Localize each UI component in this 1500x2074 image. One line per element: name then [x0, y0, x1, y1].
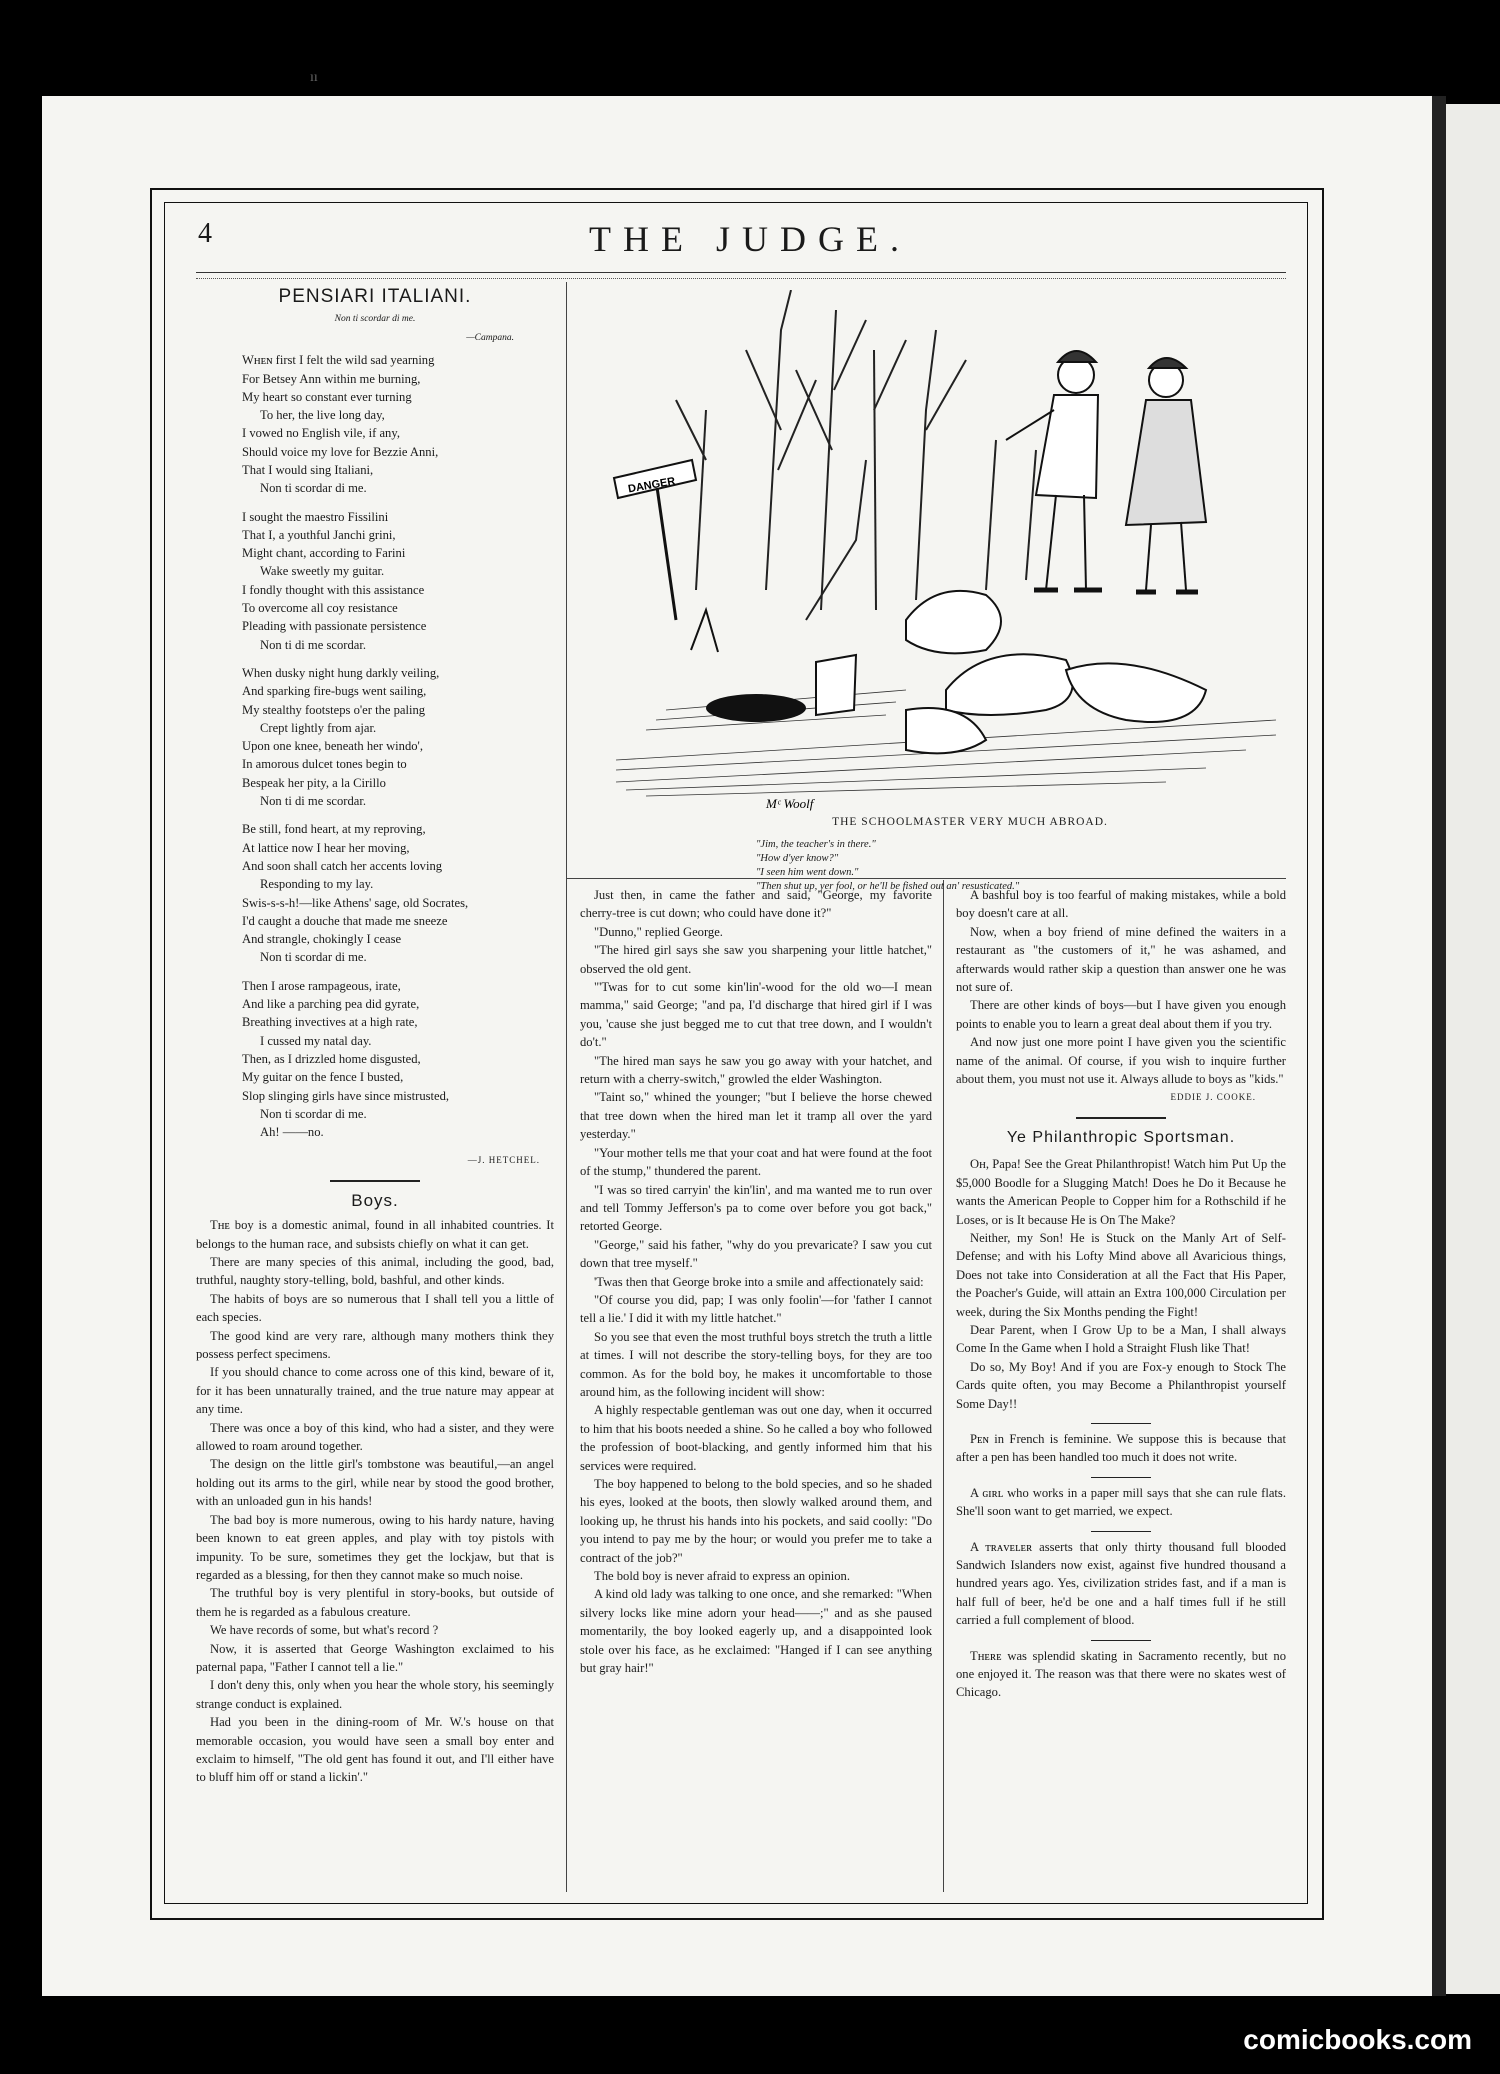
poem-line: Breathing invectives at a high rate, — [242, 1015, 418, 1030]
masthead-dotted-rule — [196, 278, 1286, 279]
poem-stanza — [242, 351, 554, 497]
poem-line: I fondly thought with this assistance — [242, 582, 425, 597]
poem-line: Wake sweetly my guitar. — [260, 564, 385, 579]
paragraph: "I was so tired carryin' the kin'lin', and ma wanted me to run over and tell Tommy Jefferson's pa to come over before you got back," retorted George. — [580, 1182, 932, 1234]
poem-line: My guitar on the fence I busted, — [242, 1070, 404, 1085]
poem-line: Non ti di me scordar. — [260, 637, 366, 652]
paragraph: A kind old lady was talking to one once, and she remarked: "When silvery locks like mine adorn your head——;" and as she paused momentarily, the boy looked eagerly up, and a disappointed look stole over his face, as he exclaimed: "Hanged if I can see anything but gray hair!" — [580, 1587, 932, 1676]
sportsman-article — [956, 1155, 1286, 1413]
poem-line: Then I arose rampageous, irate, — [242, 978, 401, 993]
poem-stanza — [242, 820, 554, 966]
paragraph: Dear Parent, when I Grow Up to be a Man, I shall always Come In the Game when I hold a Straight Flush like That! — [956, 1322, 1286, 1356]
paragraph: Neither, my Son! He is Stuck on the Manly Art of Self-Defense; and with his Lofty Mind above all Avaricious things, Does not take into Consideration at all the Fact that His Paper, the Poacher's Guide, will attain an Extra 100,000 Circulation per week, during the Six Months pending the Fight! — [956, 1230, 1286, 1319]
paragraph: "George," said his father, "why do you prevaricate? I saw you cut down that tree myself." — [580, 1237, 932, 1271]
boys-signature: EDDIE J. COOKE. — [1170, 1092, 1256, 1103]
artist-signature: Mᶜ Woolf — [766, 796, 814, 811]
poem-line: To overcome all coy resistance — [242, 601, 398, 616]
masthead-title: THE JUDGE. — [589, 219, 911, 259]
squib-girl: A ɢɪʀʟ who works in a paper mill says that she can rule flats. She'll soon want to get married, we expect. — [956, 1485, 1286, 1519]
poem-line: My stealthy footsteps o'er the paling — [242, 702, 426, 717]
paragraph: Do so, My Boy! And if you are Fox-y enough to Stock The Cards quite often, you may Become a Philanthropist yourself Some Day!! — [956, 1359, 1286, 1411]
poem-line: Then, as I drizzled home disgusted, — [242, 1051, 421, 1066]
poem-line: Ah! ——no. — [260, 1125, 324, 1140]
poem-stanza — [242, 664, 554, 810]
poem-epigraph-attribution: —Campana. — [466, 332, 514, 343]
poem-line: At lattice now I hear her moving, — [242, 840, 410, 855]
boy-right-figure — [1126, 358, 1206, 592]
danger-sign-text: DANGER — [627, 475, 677, 496]
paragraph: The boy happened to belong to the bold species, and so he shaded his eyes, looked at the boots, then slowly walked around them, and looking up, he thrust his hands into his pockets, and said coolly: "Do you intend to pay me by the hour; or would you prefer me to take a contract of the job?" — [580, 1477, 932, 1565]
paragraph: "The hired man says he saw you go away with your hatchet, and return with a cherry-switch," growled the elder Washington. — [580, 1053, 932, 1087]
poem-epigraph: Non ti scordar di me. — [334, 314, 416, 325]
paragraph: Now, when a boy friend of mine defined the waiters in a restaurant as "the customers of it," he was ashamed, and afterwards would rather skip a question than answer one he was not sure of. — [956, 924, 1286, 995]
poem-line: For Betsey Ann within me burning, — [242, 371, 421, 386]
section-divider — [330, 1180, 420, 1182]
paragraph: We have records of some, but what's record ? — [210, 1623, 439, 1638]
poem-line: And soon shall catch her accents loving — [242, 858, 443, 873]
poem-line: That I, a youthful Janchi grini, — [242, 527, 396, 542]
poem-line: And strangle, chokingly I cease — [242, 932, 402, 947]
paragraph: "Dunno," replied George. — [594, 924, 723, 939]
squib-divider — [1091, 1531, 1151, 1532]
poem-line: Non ti di me scordar. — [260, 794, 366, 809]
poem-line: I cussed my natal day. — [260, 1033, 372, 1048]
column-3 — [956, 886, 1286, 1702]
squib-traveler: A ᴛʀᴀᴠᴇʟᴇʀ asserts that only thirty thousand full blooded Sandwich Islanders now exist, against five hundred thousand a hundred years ago. Yes, civilization strides fast, and if a man is half full of beer, he'd be one and a half times full if he still carried a full complement of blood. — [956, 1539, 1286, 1628]
sportsman-title: Ye Philanthropic Sportsman. — [1006, 1128, 1236, 1146]
paragraph: Tʜᴇ boy is a domestic animal, found in all inhabited countries. It belongs to the human race, and subsists chiefly on what it can get. — [196, 1218, 554, 1251]
poem-line: Pleading with passionate persistence — [242, 619, 427, 634]
poem-line: When dusky night hung darkly veiling, — [242, 665, 440, 680]
paragraph: 'Twas then that George broke into a smile and affectionately said: — [594, 1274, 924, 1289]
cartoon-drawing — [606, 290, 1286, 820]
poem-line: I'd caught a douche that made me sneeze — [242, 913, 448, 928]
paragraph: "Of course you did, pap; I was only foolin'—for 'father I cannot tell a lie.' I did it with my little hatchet." — [580, 1292, 932, 1326]
poem-signature: —J. HETCHEL. — [467, 1155, 540, 1166]
poem-line: And like a parching pea did gyrate, — [242, 997, 420, 1012]
paragraph: "Taint so," whined the younger; "but I believe the horse chewed that tree down when the hired man let it tramp all over the yard yesterday." — [580, 1090, 932, 1142]
paragraph: So you see that even the most truthful boys stretch the truth a little at times. I will not describe the story-telling boys, for they are too common. As for the bold boy, he makes it uncomfortable to those around him, as the following incident will show: — [580, 1329, 932, 1399]
poem-line: Swis-s-s-h!—like Athens' sage, old Socrates, — [242, 895, 469, 910]
paragraph: Now, it is asserted that George Washington exclaimed to his paternal papa, "Father I cannot tell a lie." — [196, 1641, 554, 1674]
dialogue-line: "Then shut up, yer fool, or he'll be fished out an' resusticated." — [756, 881, 1020, 892]
poem-line: Non ti scordar di me. — [260, 1106, 367, 1121]
column-1 — [196, 288, 554, 1787]
paragraph: "The hired girl says she saw you sharpening your little hatchet," observed the old gent. — [580, 943, 932, 976]
paragraph: The truthful boy is very plentiful in story-books, but outside of them he is regarded as a fabulous creature. — [196, 1586, 554, 1619]
squib-pen: Pᴇɴ in French is feminine. We suppose this is because that after a pen has been handled too much it does not write. — [956, 1431, 1286, 1465]
cartoon-illustration — [606, 290, 1286, 820]
page-gutter — [1432, 96, 1446, 1996]
boys-article — [196, 1216, 554, 1787]
paragraph: The design on the little girl's tombstone was beautiful,—an angel holding out its arms to the girl, while near by stood the good brother, with an unloaded gun in his hands! — [196, 1457, 554, 1509]
paragraph: I don't deny this, only when you hear the whole story, his seemingly strange conduct is explained. — [196, 1678, 554, 1711]
poem-line: To her, the live long day, — [260, 408, 385, 423]
paragraph: "Your mother tells me that your coat and hat were found at the foot of the stump," thundered the parent. — [580, 1145, 932, 1179]
poem-line: My heart so constant ever turning — [242, 389, 412, 404]
corner-mark: ıı — [310, 70, 318, 85]
squib-divider — [1091, 1477, 1151, 1478]
poem-stanza — [242, 508, 554, 654]
paragraph: "'Twas for to cut some kin'lin'-wood for the old wo—I mean mamma," said George; "and pa, I'd discharge that hired girl if I was you, 'cause she just begged me to cut that tree down, and I wouldn't do't." — [580, 980, 932, 1050]
poem-line: Non ti scordar di me. — [260, 481, 367, 496]
poem-line: Responding to my lay. — [260, 877, 374, 892]
poem-line: Crept lightly from ajar. — [260, 720, 377, 735]
paragraph: There are many species of this animal, including the good, bad, truthful, naughty story-telling, bold, bashful, and other kinds. — [196, 1255, 554, 1288]
squib-divider — [1091, 1423, 1151, 1424]
poem-line: I vowed no English vile, if any, — [242, 426, 400, 441]
poem-line: I sought the maestro Fissilini — [242, 509, 389, 524]
section-divider — [1076, 1117, 1166, 1119]
poem-line: That I would sing Italiani, — [242, 463, 374, 477]
poem-line: Slop slinging girls have since mistrusted, — [242, 1088, 450, 1103]
cartoon-caption: THE SCHOOLMASTER VERY MUCH ABROAD. — [832, 816, 1108, 828]
paragraph: The good kind are very rare, although many mothers think they possess perfect specimens. — [196, 1328, 554, 1362]
paragraph: A highly respectable gentleman was out one day, when it occurred to him that his boots needed a shine. So he called a boy who followed the profession of boot-blacking, and gently informed him that his services were required. — [580, 1403, 932, 1473]
paragraph: Just then, in came the father and said, "George, my favorite cherry-tree is cut down; who could have done it?" — [580, 888, 932, 921]
column-2 — [580, 886, 932, 1677]
paragraph: The bold boy is never afraid to express an opinion. — [594, 1569, 851, 1584]
poem-title: PENSIARI ITALIANI. — [278, 286, 472, 307]
poem-line: In amorous dulcet tones begin to — [242, 757, 407, 772]
boys-article-continued — [956, 886, 1286, 1088]
paragraph: There are other kinds of boys—but I have given you enough points to enable you to learn a great deal about them if you try. — [956, 998, 1286, 1031]
boys-title: Boys. — [351, 1190, 399, 1210]
poem-line: Wʜᴇɴ first I felt the wild sad yearning — [242, 353, 435, 368]
paragraph: Oʜ, Papa! See the Great Philanthropist! Watch him Put Up the $5,000 Boodle for a Slugging Match! Does he Do it Because he wants the American People to Copper him for a Rothschild if he Loses, or is It because He is On The Make? — [956, 1157, 1286, 1227]
poem-body — [196, 351, 554, 1141]
next-page-edge — [1446, 104, 1500, 1994]
paragraph: There was once a boy of this kind, who had a sister, and they were allowed to roam around together. — [196, 1420, 554, 1454]
poem-line: Be still, fond heart, at my reproving, — [242, 822, 426, 837]
paragraph: The bad boy is more numerous, owing to his hardy nature, having been known to eat green apples, and play with toy pistols with impunity. To be sure, sometimes they get the lockjaw, but that is regarded as a blessing, for then they cannot make so much noise. — [196, 1512, 554, 1582]
poem-line: And sparking fire-bugs went sailing, — [242, 684, 427, 699]
boy-left-figure — [1006, 351, 1102, 590]
dialogue-line: "I seen him went down." — [756, 867, 859, 878]
poem-line: Non ti scordar di me. — [260, 950, 367, 965]
page-number: 4 — [198, 218, 212, 249]
squib-divider — [1091, 1640, 1151, 1641]
column-divider-left — [566, 282, 567, 1892]
poem-line: Upon one knee, beneath her windo', — [242, 739, 423, 754]
poem-line: Bespeak her pity, a la Cirillo — [242, 775, 386, 790]
danger-sign — [614, 460, 696, 620]
dialogue-line: "Jim, the teacher's in there." — [756, 839, 876, 850]
poem-line: Should voice my love for Bezzie Anni, — [242, 444, 439, 459]
site-watermark: comicbooks.com — [1243, 2024, 1472, 2055]
paragraph: A bashful boy is too fearful of making mistakes, while a bold boy doesn't care at all. — [956, 888, 1286, 921]
column-divider-right — [943, 880, 944, 1892]
masthead-rule — [196, 272, 1286, 273]
paragraph: And now just one more point I have given you the scientific name of the animal. Of course, if you wish to inquire further about them, you must not use it. Always allude to boys as "kids." — [956, 1035, 1286, 1087]
dialogue-line: "How d'yer know?" — [756, 853, 839, 864]
squib-skating: Tʜᴇʀᴇ was splendid skating in Sacramento recently, but no one enjoyed it. The reason was that there were no skates west of Chicago. — [956, 1648, 1286, 1700]
poem-line: Might chant, according to Farini — [242, 546, 406, 561]
paragraph: If you should chance to come across one of this kind, beware of it, for it has been unnaturally trained, and the true nature may appear at any time. — [196, 1365, 554, 1417]
paragraph: The habits of boys are so numerous that I shall tell you a little of each species. — [196, 1291, 554, 1325]
paragraph: Had you been in the dining-room of Mr. W.'s house on that memorable occasion, you would have seen a small boy enter and exclaim to himself, "The old gent has found it out, and I'll either have to bluff him off or stand a lickin'." — [196, 1715, 554, 1785]
poem-stanza — [242, 977, 554, 1142]
